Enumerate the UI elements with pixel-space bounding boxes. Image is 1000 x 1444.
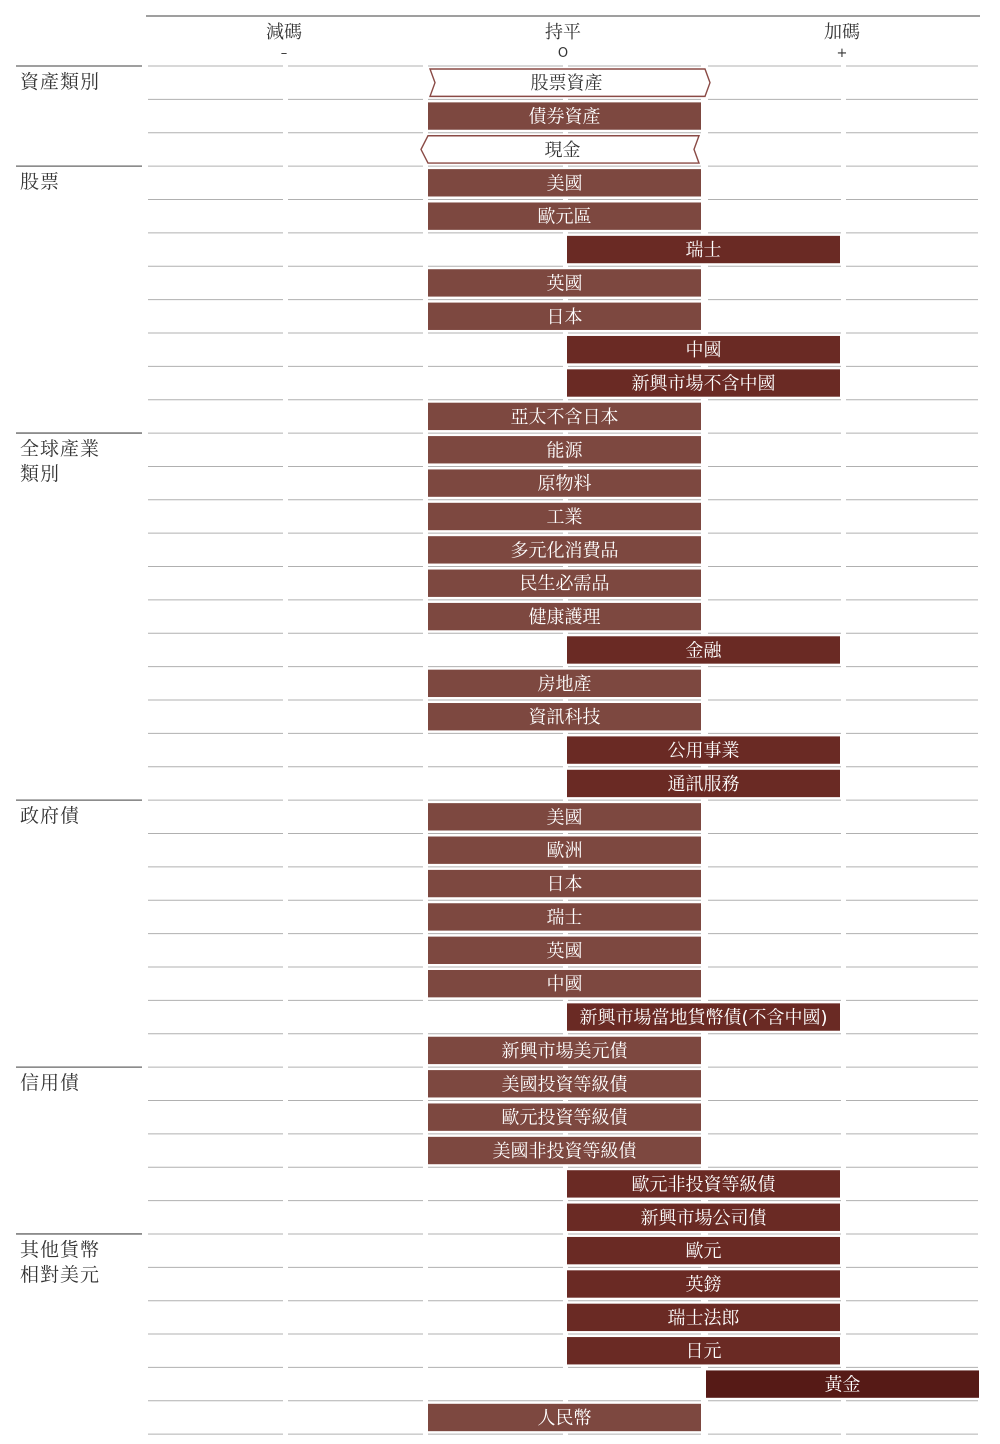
bar-label: 資訊科技 xyxy=(528,707,601,729)
column-symbol-3: + xyxy=(836,46,848,61)
group-label: 相對美元 xyxy=(20,1263,101,1286)
bar-label: 英國 xyxy=(546,273,583,295)
bar-label: 公用事業 xyxy=(667,740,740,762)
column-header-2: 持平 xyxy=(545,22,581,43)
group-label: 其他貨幣 xyxy=(20,1238,101,1261)
bar-label: 民生必需品 xyxy=(519,573,610,595)
bar-label: 美國 xyxy=(546,173,583,195)
bar-label: 亞太不含日本 xyxy=(510,406,619,428)
bar-label: 股票資產 xyxy=(530,73,603,95)
bar-label: 中國 xyxy=(546,974,583,996)
bar-label: 歐元投資等級債 xyxy=(501,1107,628,1129)
bar-label: 瑞士法郎 xyxy=(667,1307,740,1329)
bar-label: 債券資產 xyxy=(528,106,601,128)
bar-label: 現金 xyxy=(544,139,581,161)
bar-label: 多元化消費品 xyxy=(510,540,619,562)
bar-label: 日本 xyxy=(546,874,583,896)
bar-label: 美國非投資等級債 xyxy=(492,1141,637,1163)
bar-label: 美國 xyxy=(546,807,583,829)
group-label: 全球產業 xyxy=(20,438,101,461)
bar-label: 原物料 xyxy=(537,473,592,495)
bar-label: 美國投資等級債 xyxy=(501,1074,628,1096)
bar-label: 日本 xyxy=(546,306,583,328)
bar-label: 新興市場不含中國 xyxy=(631,373,776,395)
bar-label: 歐洲 xyxy=(546,840,583,862)
bar-label: 新興市場公司債 xyxy=(640,1207,767,1229)
bar-label: 黃金 xyxy=(824,1374,861,1396)
bar-label: 通訊服務 xyxy=(667,773,740,795)
bar-label: 金融 xyxy=(685,640,722,662)
column-header-3: 加碼 xyxy=(824,22,860,43)
bar-label: 新興市場美元債 xyxy=(501,1040,628,1062)
bar-label: 歐元 xyxy=(685,1241,722,1263)
bar-label: 歐元區 xyxy=(537,206,592,228)
column-header-1: 減碼 xyxy=(266,22,302,43)
group-label: 資產類別 xyxy=(20,71,101,93)
bar-label: 英鎊 xyxy=(685,1274,722,1296)
bar-label: 房地產 xyxy=(537,673,592,695)
group-label: 政府債 xyxy=(20,805,81,828)
group-label: 股票 xyxy=(20,171,61,194)
bar-label: 瑞士 xyxy=(546,907,583,929)
column-symbol-1: – xyxy=(280,46,288,61)
bar-label: 新興市場當地貨幣債(不含中國) xyxy=(579,1007,828,1029)
bar-label: 瑞士 xyxy=(685,240,722,262)
bar-label: 工業 xyxy=(546,506,583,528)
column-symbol-2: O xyxy=(557,46,569,61)
group-label: 類別 xyxy=(20,463,61,486)
bar-label: 英國 xyxy=(546,940,583,962)
bar-label: 日元 xyxy=(685,1341,722,1363)
bar-label: 能源 xyxy=(546,440,583,462)
bar-label: 中國 xyxy=(685,340,722,362)
bar-label: 歐元非投資等級債 xyxy=(631,1174,776,1196)
group-label: 信用債 xyxy=(20,1072,81,1095)
bar-label: 人民幣 xyxy=(537,1407,592,1429)
bar-label: 健康護理 xyxy=(528,607,601,629)
